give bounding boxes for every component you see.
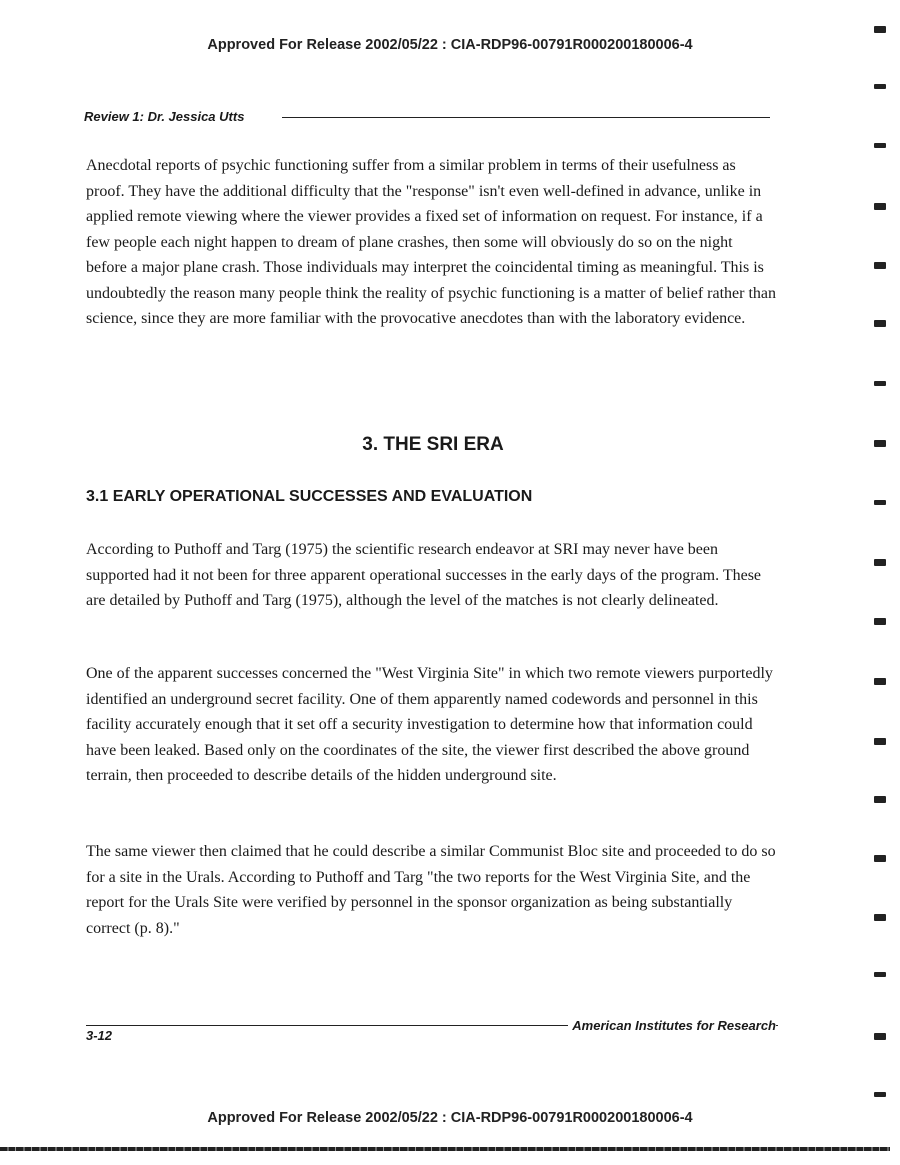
release-banner-top: Approved For Release 2002/05/22 : CIA-RDP96-00791R000200180006-4 [207,37,693,53]
scan-mark [874,559,886,566]
scan-mark [874,26,886,33]
scan-mark [874,678,886,685]
paragraph-anecdotal-reports: Anecdotal reports of psychic functioning suffer from a similar problem in terms of their usefulness as proof. They have the additional difficulty that the "response" isn't even well-defined in advance, unlike in applied remote viewing where the viewer provides a fixed set of information on request. For instance, if a few people each night happen to dream of plane crashes, then some will obviously do so on the night before a major plane crash. Those individuals may interpret the coincidental timing as meaningful. This is undoubtedly the reason many people think the reality of psychic functioning is a matter of belief rather than science, since they are more familiar with the provocative anecdotes than with the laboratory evidence. [86,157,777,327]
scan-mark [874,262,886,269]
running-header [84,108,770,124]
scan-mark [874,143,886,148]
scan-strip [0,1147,890,1151]
paragraph-west-virginia-site: One of the apparent successes concerned the "West Virginia Site" in which two remote viewers purportedly identified an underground secret facility. One of them apparently named codewords and personnel in this facility accurately enough that it set off a security investigation to determine how that information could have been leaked. Based only on the coordinates of the site, the viewer first described the above ground terrain, then proceeded to describe details of the hidden underground site. [86,665,773,784]
scan-mark [874,84,886,89]
scan-mark [874,440,886,447]
scan-mark [874,972,886,977]
footer-organization: American Institutes for Research [568,1018,776,1033]
paragraph-operational-successes: According to Puthoff and Targ (1975) the scientific research endeavor at SRI may never have been supported had it not been for three apparent operational successes in the early days of the program. These are detailed by Puthoff and Targ (1975), although the level of the matches is not clearly delineated. [86,541,762,609]
subsection-title: 3.1 EARLY OPERATIONAL SUCCESSES AND EVALUATION [86,488,533,505]
header-rule [282,117,770,118]
section-title: 3. THE SRI ERA [362,434,504,455]
scan-mark [874,914,886,921]
scan-mark [874,1033,886,1040]
scan-mark [874,320,886,327]
scan-mark [874,1092,886,1097]
paragraph-urals-site: The same viewer then claimed that he could describe a similar Communist Bloc site and proceeded to do so for a site in the Urals. According to Puthoff and Targ "the two reports for the West Virginia Site, and the report for the Urals Site were verified by personnel in the sponsor organization as being substantially correct (p. 8)." [86,843,776,937]
scan-mark [874,738,886,745]
page-number: 3-12 [86,1028,113,1043]
scan-mark [874,203,886,210]
scan-mark [874,855,886,862]
running-header-label: Review 1: Dr. Jessica Utts [84,109,250,124]
scan-mark [874,618,886,625]
release-banner-bottom: Approved For Release 2002/05/22 : CIA-RDP96-00791R000200180006-4 [207,1110,693,1126]
scan-mark [874,796,886,803]
scan-mark [874,381,886,386]
scan-mark [874,500,886,505]
